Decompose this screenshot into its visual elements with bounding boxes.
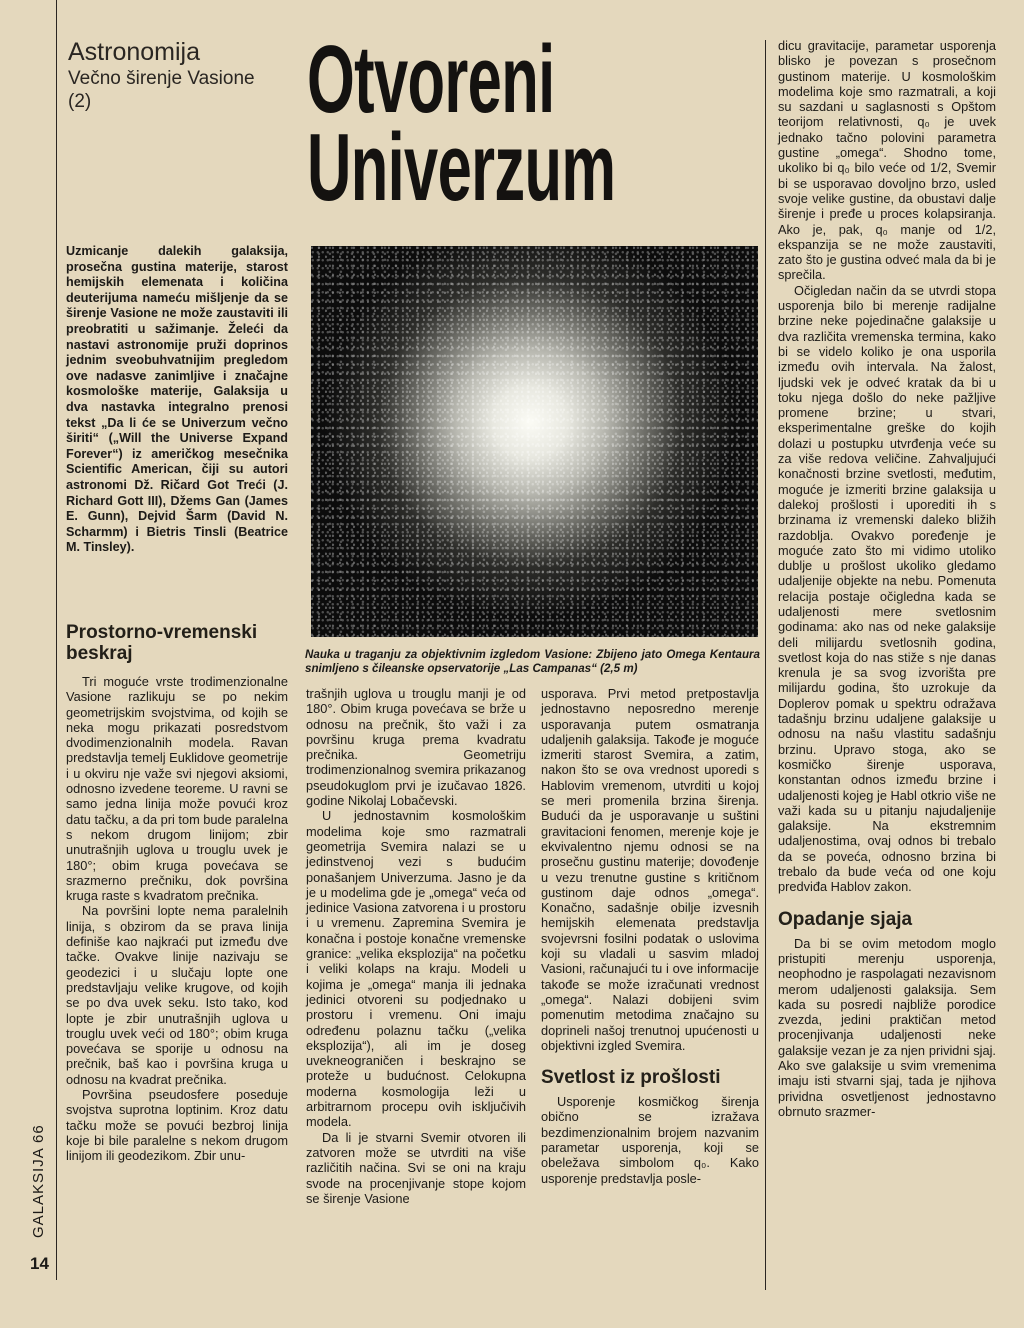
subhead-opadanje: Opadanje sjaja — [778, 908, 913, 930]
section-title: Astronomija — [68, 38, 200, 66]
star-cluster-photo — [311, 246, 758, 637]
left-margin-rule — [56, 0, 57, 1280]
headline-line-1: Otvoreni — [307, 26, 555, 133]
col2-paragraph: Da li je stvarni Svemir otvoren ili zatvoren može se utvrditi na više različitih načina. Svi se oni na kraju svode na procenjivanje stope kojom se širenje Vasione — [306, 1129, 526, 1206]
col3-paragraph: Usporenje kosmičkog širenja obično se izražava bezdimenzionalnim brojem nazvanim parametar usporenja, koji se obeležava simbolom q₀. Kako usporenje predstavlja posle- — [541, 1094, 759, 1186]
photo-caption: Nauka u traganju za objektivnim izgledom Vasione: Zbijeno jato Omega Kentaura snimljeno s čileanske opservatorije „Las Campanas“ (2,5 m) — [305, 648, 760, 675]
lead-paragraph: Uzmicanje dalekih galaksija, prosečna gustina materije, starost hemijskih elemenata i količina deuterijuma nameću mišljenje da se širenje Vasione ne može zaustaviti ili preobratiti u sažimanje. Želeći da nastavi astronomije pruži doprinos jednim sveobuhvatnijim pregledom ove nadasve zanimljive i značajne kosmološke materije, Galaksija u dva nastavka integralno prenosi tekst „Da li će se Univerzum večno širiti“ („Will the Universe Expand Forever“) iz američkog mesečnika Scientific American, čiji su autori astronomi Dž. Ričard Got Treći (J. Richard Gott III), Džems Gan (James E. Gunn), Dejvid Šarm (David N. Scharmm) i Bietris Tinsli (Beatrice M. Tinsley). — [66, 244, 288, 555]
series-title: Večno širenje Vasione — [68, 68, 255, 89]
col1-paragraph: Na površini lopte nema paralelnih linija, s obzirom da se prava linija definiše kao najkraći put između dve tačke. Ovakve linije nazivaju se geodezici i u slučaju lopte one predstavljaju velike krugove, od kojih se po dva uvek seku. Isto tako, kod lopte je zbir unutrašnjih uglova u trouglu uvek veći od 180°; obim kruga povećava se sporije u odnosu na prečnik, baš kao i površina kruga u odnosu na kvadrat prečnika. — [66, 903, 288, 1087]
right-column-rule — [765, 40, 766, 1290]
page-number: 14 — [30, 1254, 49, 1273]
column-1 — [66, 622, 288, 1164]
col1-paragraph: Tri moguće vrste trodimenzionalne Vasione razlikuju se po nekim geometrijskim svojstvima, od kojih se neka mogu prikazati posredstvom dvodimenzionalnih modela. Ravan predstavlja temelj Euklidove geometrije i u okviru nje važe svi njegovi aksiomi, odnosno izvedene teoreme. U ravni se samo jedna linija može povući kroz datu tačku, a da pri tom bude paralelna s nekom drugom linijom; zbir unutrašnjih uglova u trouglu uvek je 180°; obim kruga povećava se srazmerno prečniku, dok površina kruga raste s kvadratom prečnika. — [66, 674, 288, 904]
subhead-svetlost: Svetlost iz prošlosti — [541, 1067, 721, 1089]
col4-paragraph: Da bi se ovim metodom moglo pristupiti merenju usporenja, neophodno je raspolagati nezavisnom merom udaljenosti galaksija. Sem kada su posredi najbliže porodice zvezda, jedini praktičan metod procenjivanja udaljenosti neke galaksije vezan je za njen prividni sjaj. Ako sve galaksije u svim vremenima imaju isti stvarni sjaj, tada je njihova prividna osvetljenost jednostavno obrnuto srazmer- — [778, 935, 996, 1119]
column-3 — [541, 686, 759, 1186]
subhead-prostorno: Prostorno-vremenski beskraj — [66, 622, 258, 664]
col2-paragraph: U jednostavnim kosmološkim modelima koje smo razmatrali geometrija Svemira nalazi se u jedinstvenoj vezi s budućim ponašanjem Univerzuma. Jasno je da je u modelima gde je „omega“ veća od jedinice Vasiona zatvorena i u prostoru i u vremenu. Zapremina Svemira je konačna i postoje konačne vremenske granice: „velika eksplozija“ na početku i veliki kolaps na kraju. Modeli u kojima je „omega“ manja ili jednaka jedinici otvoreni su podjednako u prostoru i vremenu. Oni imaju određenu polaznu tačku („velika eksplozija“), ali im je doseg uvekneograničen i beskrajno se proteže u budućnost. Celokupna moderna kosmologija leži u arbitrarnom procepu ovih isključivih modela. — [306, 808, 526, 1130]
headline-line-2: Univerzum — [307, 114, 616, 221]
column-2 — [306, 686, 526, 1206]
col4-paragraph: Očigledan način da se utvrdi stopa usporenja bilo bi merenje radijalne brzine neke pojedinačne galaksije u dva različita vremenska termina, kako bi se videlo koliko je ona usporila između ovih intervala. Na žalost, ljudski vek je odveć kratak da bi u toku njega došlo do neke pažljive promene brzine; u stvari, eksperimentalne greške do kojih dolazi u postupku utvrđenja veće su za više redova veličine. Zahvaljujući konačnosti brzine svetlosti, međutim, moguće je izmeriti brzine galaksija u dalekoj prošlosti i uporediti ih s brzinama iz vremenski daleko bližih razdoblja. Ovakvo poređenje je moguće zato što mi vidimo utoliko dublje u prošlost ukoliko gledamo udaljenije objekte na nebu. Pomenuta relacija postaje očigledna kada se udaljenosti mere svetlosnim godinama: ako nas od neke galaksije deli milijardu svetlosnih godina, svetlost koja do nas stiže s nje danas krenula je sa svog izvorišta pre milijardu godina, što uzrokuje da Doplerov pomak u spektru odražava tadašnju brzinu udaljene galaksije u odnosu na našu vlastitu sadašnju brzinu. Upravo stoga, ako se kosmičko širenje usporava, konstantan odnos između brzine i udaljenosti kojeg je Habl otkrio više ne važi kada su u pitanju najudaljenije galaksije. Na ekstremnim udaljenostima, ovaj odnos bi trebalo da se poveća, odnosno brzina bi trebalo da bude veća od one koju predviđa Hablov zakon. — [778, 282, 996, 895]
star-grain — [311, 246, 758, 637]
magazine-issue-label: GALAKSIJA 66 — [30, 1124, 47, 1238]
column-4 — [778, 38, 996, 1119]
col1-paragraph: Površina pseudosfere poseduje svojstva suprotna loptinim. Kroz datu tačku može se povući bezbroj linija koje bi bile paralelne s nekom drugom linijom ili geodezikom. Zbir unu- — [66, 1087, 288, 1164]
col3-paragraph: usporava. Prvi metod pretpostavlja jednostavno neposredno merenje usporavanja putem osmatranja udaljenih galaksija. Takođe je moguće izmeriti starost Svemira, a zatim, nakon što se ova vrednost uporedi s Hablovim vremenom, utvrditi u kojoj se meri promenila brzina širenja. Budući da je usporavanje u suštini gravitacioni fenomen, merenje koje je ekvivalentno njemu odnosi se na prosečnu gustinu materije; dovođenje u vezu trenutne gustine s kritičnom gustinom daje odnos „omega“. Konačno, sadašnje obilje izvesnih hemijskih elemenata predstavlja svojevrsni fosilni podatak o uslovima koji su vladali u sasvim mladoj Vasioni, računajući tu i ove informacije takođe se može izračunati vrednost „omega“. Nalazi dobijeni svim pomenutim metodima značajno su doprineli našoj trenutnoj upućenosti u objektivni izgled Svemira. — [541, 686, 759, 1053]
part-number: (2) — [68, 91, 92, 112]
col2-paragraph: trašnjih uglova u trouglu manji je od 180°. Obim kruga povećava se brže u odnosu na prečnik, što važi i za površinu kruga prema kvadratu prečnika. Geometriju trodimenzionalnog svemira prikazanog pseudokuglom prvi je izučavao 1826. godine Nikolaj Lobačevski. — [306, 686, 526, 809]
col4-paragraph: dicu gravitacije, parametar usporenja blisko je povezan s prosečnom gustinom materije. U kosmološkim modelima koje smo razmatrali, a koji su sazdani u saglasnosti s Opštom teorijom relativnosti, q₀ je uvek jednako tačno polovini parametra gustine „omega“. Shodno tome, ukoliko bi q₀ bilo veće od 1/2, Svemir bi se usporavao dovoljno brzo, usled svoje velike gustine, da obustavi dalje širenje i pređe u proces kolapsiranja. Ako je, pak, q₀ manje od 1/2, ekspanzija se ne može zaustaviti, zato što je gustina odveć mala da bi je sprečila. — [778, 38, 996, 283]
